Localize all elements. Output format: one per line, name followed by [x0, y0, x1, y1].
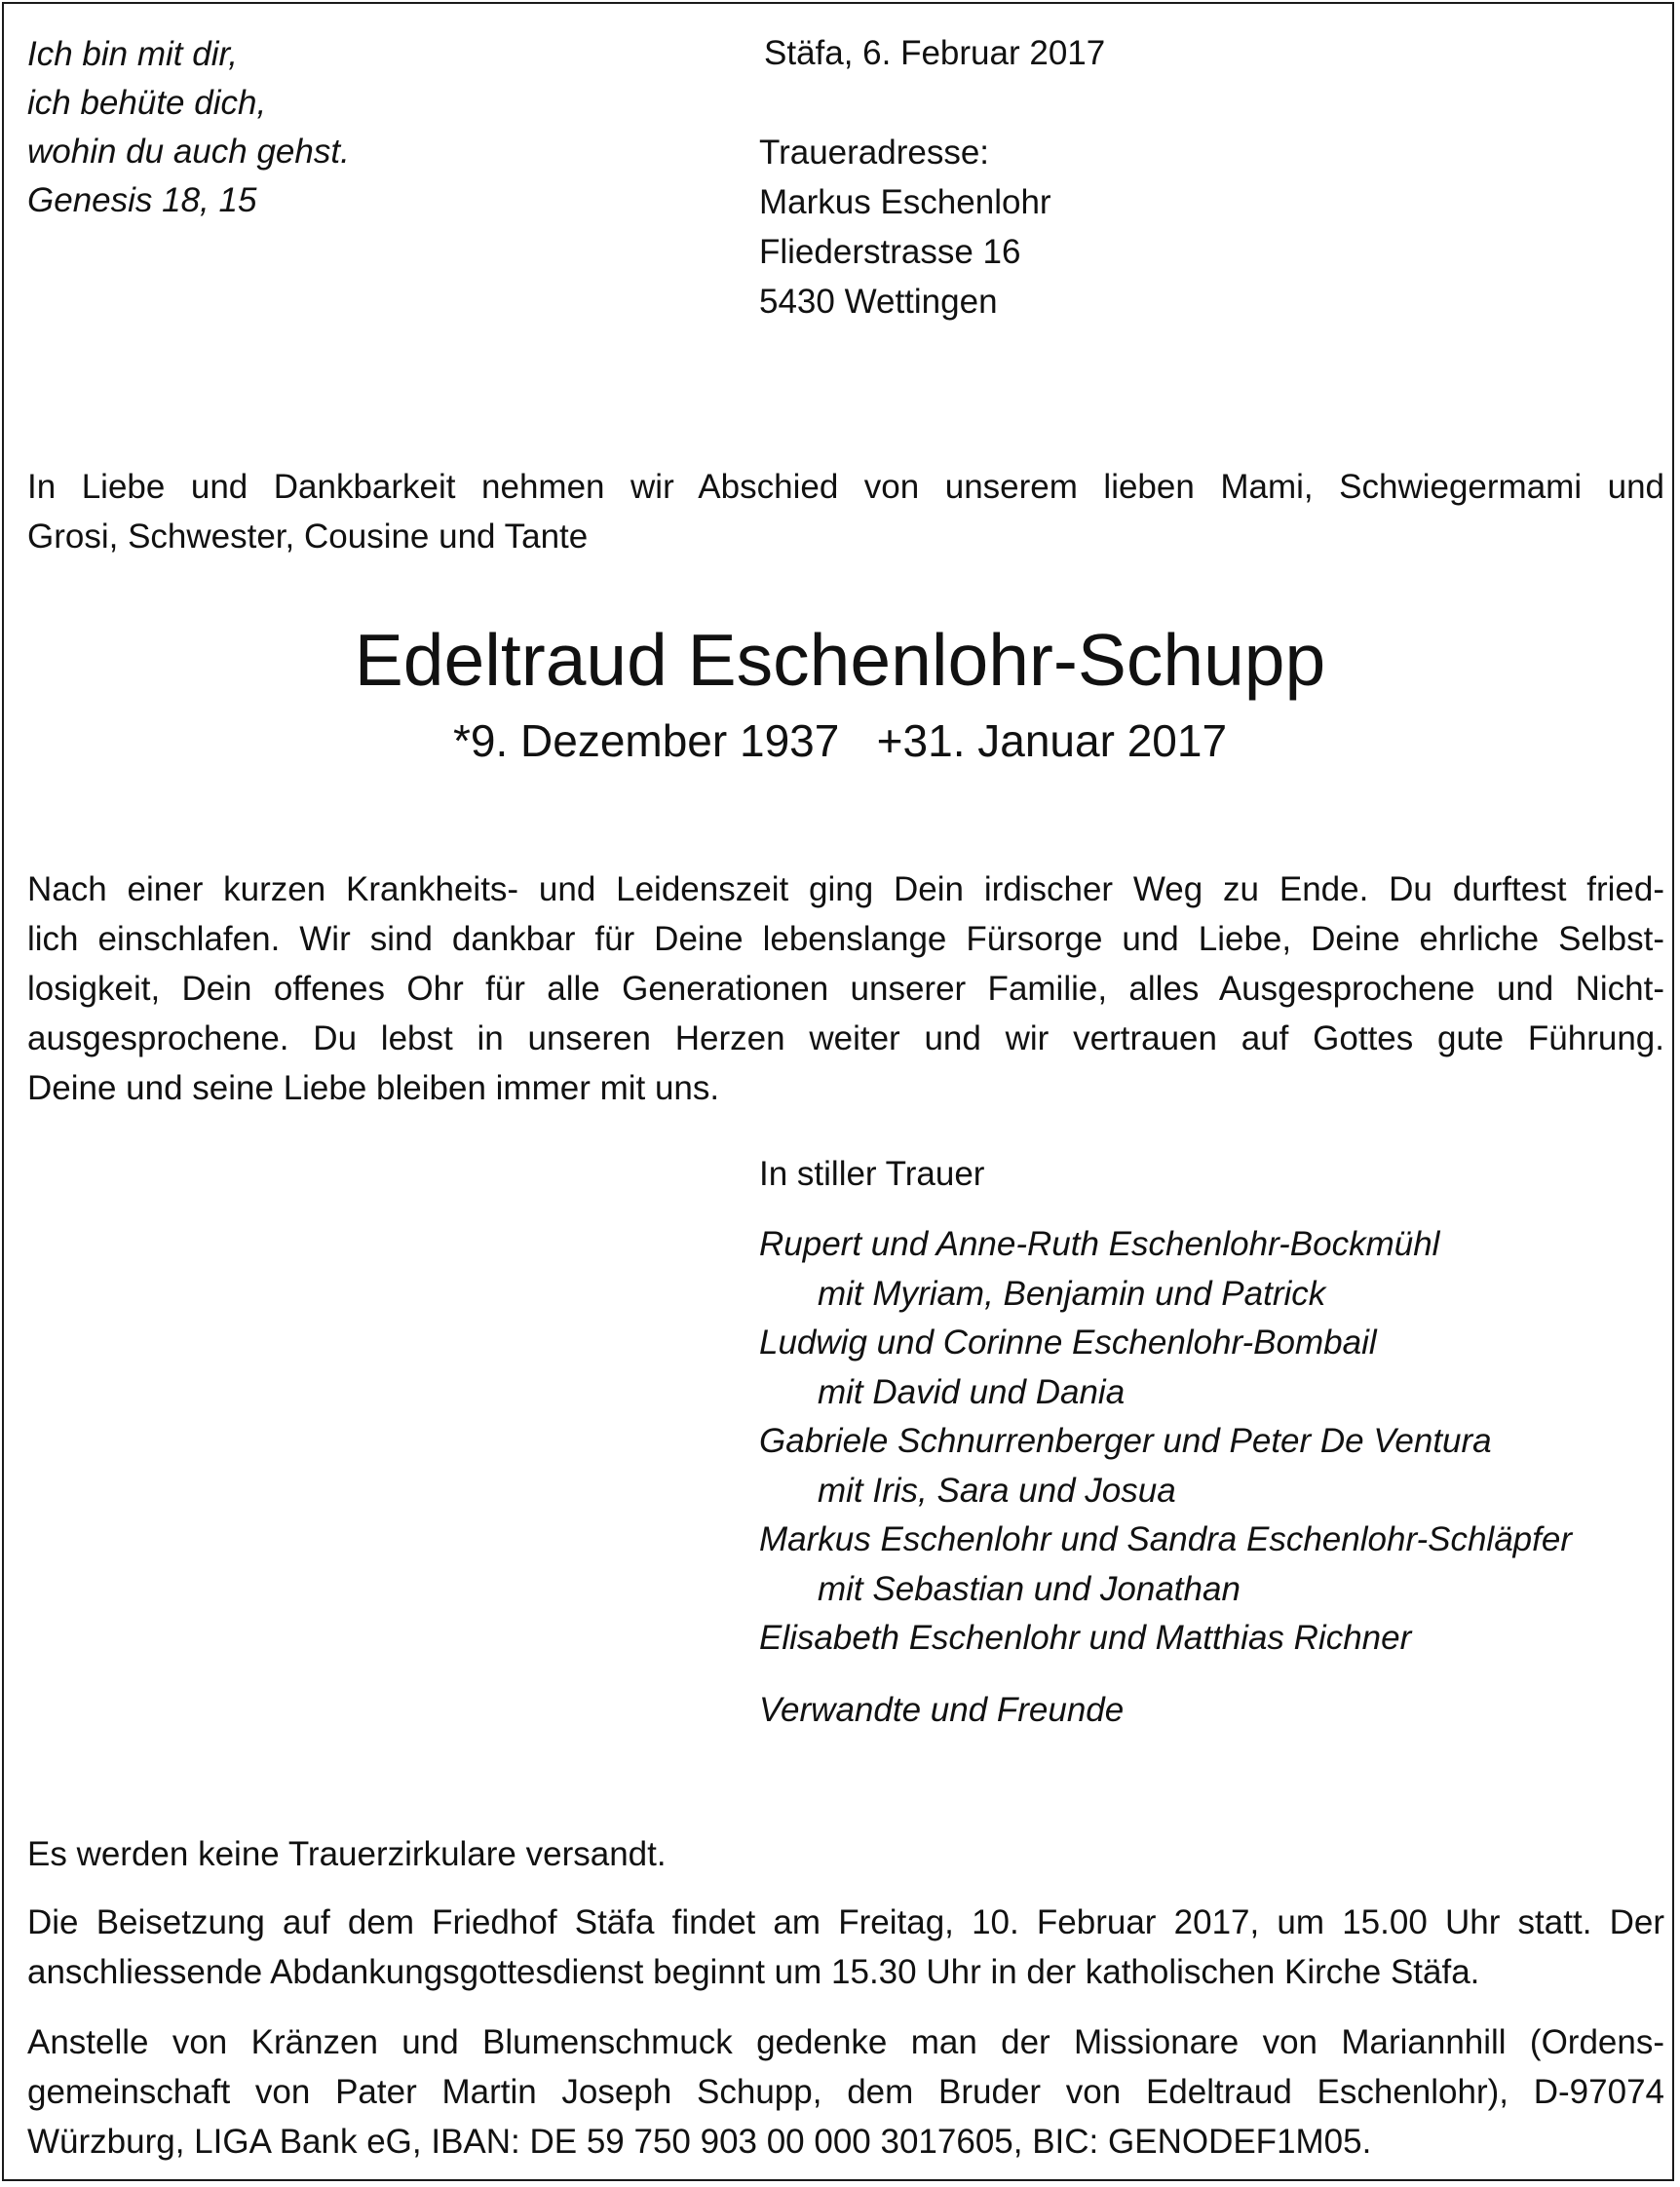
farewell-line: Deine und seine Liebe bleiben immer mit uns. — [27, 1069, 720, 1107]
farewell-paragraph — [27, 864, 1664, 1113]
address-name: Markus Eschenlohr — [759, 183, 1051, 221]
farewell-line: Nach einer kurzen Krankheits- und Leidenszeit ging Dein irdischer Weg zu Ende. Du durftest fried- — [27, 870, 1664, 908]
verse-line: wohin du auch gehst. — [27, 133, 350, 171]
mourners-list — [759, 1220, 1572, 1664]
verse-line: ich behüte dich, — [27, 84, 267, 122]
death-date: +31. Januar 2017 — [876, 715, 1228, 766]
mourner-children: mit Iris, Sara und Josua — [818, 1471, 1176, 1510]
birth-date: *9. Dezember 1937 — [452, 715, 840, 766]
mourner-family: Elisabeth Eschenlohr und Matthias Richner — [759, 1619, 1412, 1657]
donation-line: gemeinschaft von Pater Martin Joseph Schupp, dem Bruder von Edeltraud Eschenlohr), D-97074 — [27, 2073, 1664, 2111]
obituary-notice — [2, 2, 1674, 2181]
mourning-intro: In stiller Trauer — [759, 1155, 985, 1193]
burial-line: Die Beisetzung auf dem Friedhof Stäfa findet am Freitag, 10. Februar 2017, um 15.00 Uhr statt. Der — [27, 1903, 1664, 1941]
address-street: Fliederstrasse 16 — [759, 233, 1021, 271]
bible-verse — [27, 30, 350, 225]
donation-line: Anstelle von Kränzen und Blumenschmuck gedenke man der Missionare von Mariannhill (Ordens- — [27, 2023, 1664, 2061]
mourner-family: Markus Eschenlohr und Sandra Eschenlohr-Schläpfer — [759, 1520, 1572, 1558]
burial-line: anschliessende Abdankungsgottesdienst beginnt um 15.30 Uhr in der katholischen Kirche Stäfa. — [27, 1953, 1480, 1991]
mourner-children: mit Myriam, Benjamin und Patrick — [818, 1274, 1326, 1313]
farewell-line: lich einschlafen. Wir sind dankbar für Deine lebenslange Fürsorge und Liebe, Deine ehrliche Selbst- — [27, 920, 1664, 958]
burial-paragraph — [27, 1898, 1664, 1997]
farewell-line: losigkeit, Dein offenes Ohr für alle Generationen unserer Familie, alles Ausgesprochene und Nicht- — [27, 970, 1664, 1008]
place-and-date: Stäfa, 6. Februar 2017 — [764, 34, 1106, 72]
deceased-name: Edeltraud Eschenlohr-Schupp — [354, 619, 1326, 701]
verse-line: Ich bin mit dir, — [27, 35, 238, 73]
mourner-family: Gabriele Schnurrenberger und Peter De Ventura — [759, 1422, 1492, 1460]
intro-paragraph — [27, 462, 1664, 561]
mourner-children: mit David und Dania — [818, 1372, 1126, 1411]
circulars-note: Es werden keine Trauerzirkulare versandt. — [27, 1835, 667, 1873]
life-dates — [4, 713, 1676, 768]
mourner-family: Ludwig und Corinne Eschenlohr-Bombail — [759, 1324, 1377, 1362]
intro-line: Grosi, Schwester, Cousine und Tante — [27, 518, 589, 556]
donation-paragraph — [27, 2017, 1664, 2167]
mourner-family: Rupert und Anne-Ruth Eschenlohr-Bockmühl — [759, 1225, 1440, 1263]
relatives-and-friends: Verwandte und Freunde — [759, 1691, 1125, 1729]
address-city: 5430 Wettingen — [759, 283, 998, 321]
mourner-children: mit Sebastian und Jonathan — [818, 1569, 1241, 1608]
address-label: Traueradresse: — [759, 134, 990, 172]
intro-line: In Liebe und Dankbarkeit nehmen wir Abschied von unserem lieben Mami, Schwiegermami und — [27, 468, 1664, 506]
farewell-line: ausgesprochene. Du lebst in unseren Herzen weiter und wir vertrauen auf Gottes gute Führung. — [27, 1019, 1664, 1057]
donation-line: Würzburg, LIGA Bank eG, IBAN: DE 59 750 903 00 000 3017605, BIC: GENODEF1M05. — [27, 2123, 1372, 2161]
verse-reference: Genesis 18, 15 — [27, 181, 257, 219]
mourning-address — [759, 128, 1051, 326]
